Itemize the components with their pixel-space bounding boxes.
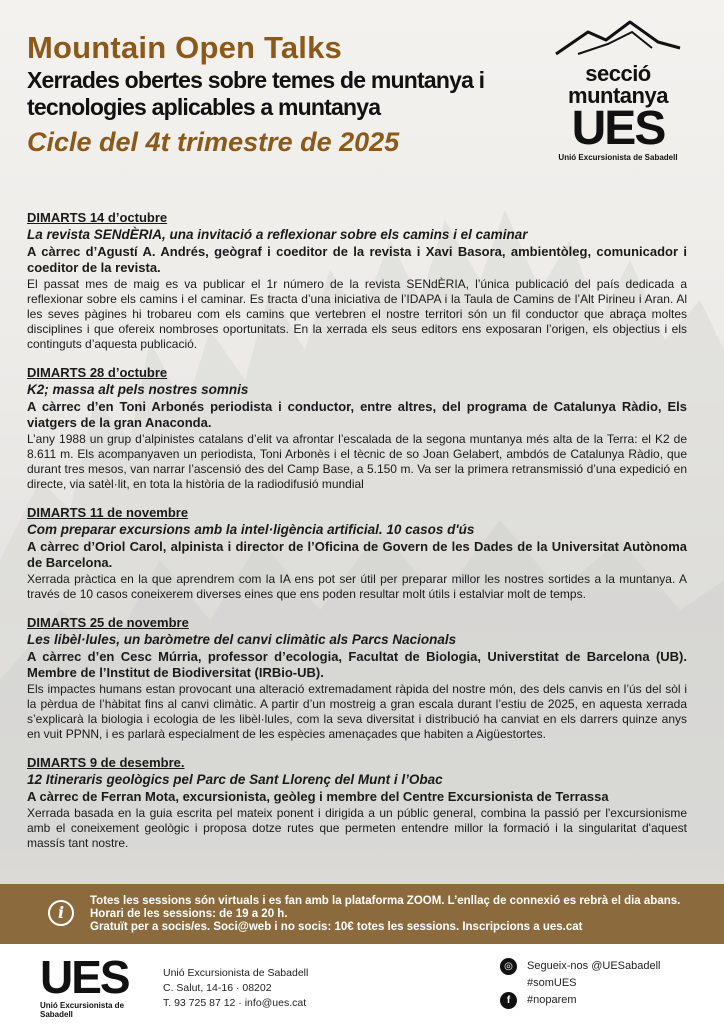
event-date: DIMARTS 14 d’octubre <box>27 210 168 225</box>
info-banner <box>0 884 724 944</box>
footer-logo <box>40 951 150 1019</box>
info-line-virtual: Totes les sessions són virtuals i es fan amb la plataforma ZOOM. L’enllaç de connexió es rebrà el dia abans. <box>90 895 681 907</box>
seccio-muntanya-logo <box>548 18 688 168</box>
page-title: Mountain Open Talks <box>27 30 342 65</box>
event-description: Xerrada pràctica en la que aprendrem com la IA ens pot ser útil per preparar millor les nostres sortides a la muntanya. A través de 10 casos coneixerem diverses eines que ens poden resultar molt útils i estalviar molt de temps. <box>27 572 687 601</box>
event-description: L’any 1988 un grup d’alpinistes catalans d’elit va afrontar l’escalada de la segona muntanya més alta de la Terra: el K2 de 8.611 m. Els acompanyaven un periodista, Toni Arbonès i el tècnic de so Joan Gelabert, ambdós de Catalunya Ràdio, que durant tres mesos, van narrar l’ascensió des del Camp Base, a 5.150 m. Va ser la primera retransmissió d’una expedició en directe, via satèl·lit, en tota la història de la radiodifusió mundial <box>27 432 687 491</box>
event-speaker: A càrrec de Ferran Mota, excursionista, geòleg i membre del Centre Excursionista de Terrassa <box>27 789 609 804</box>
info-text <box>90 895 710 934</box>
event-description: El passat mes de maig es va publicar el 1r número de la revista SENdÈRIA, l’única publicació del país dedicada a reflexionar sobre els camins i el caminar. Es tracta d’una iniciativa de l’IDAPA i la Taula de Camins de l’Alt Pirineu i Aran. Al les seves pàgines hi trobareu com els camins que vertebren el nostre territori són un fil conductor que abraça moltes disciplines i que ofereix nombroses oportunitats. En la xerrada els seus editors ens exposaran l’origen, els objectius i els continguts d’aquesta publicació. <box>27 277 687 351</box>
social-instagram[interactable]: Segueix-nos @UESabadell <box>527 960 661 972</box>
event-date: DIMARTS 25 de novembre <box>27 615 189 630</box>
info-icon: i <box>48 900 74 926</box>
logo-brand: UES <box>571 102 665 155</box>
event-5 <box>27 755 687 851</box>
header <box>27 30 497 159</box>
events-list <box>27 210 687 864</box>
event-date: DIMARTS 11 de novembre <box>27 505 189 520</box>
facebook-icon[interactable]: f <box>500 992 517 1009</box>
event-date: DIMARTS 9 de desembre. <box>27 755 185 770</box>
event-1 <box>27 210 687 352</box>
mountain-logo-icon <box>548 18 688 58</box>
event-4 <box>27 615 687 742</box>
instagram-icon[interactable]: ◎ <box>500 958 517 975</box>
event-3 <box>27 505 687 602</box>
event-title: La revista SENdÈRIA, una invitació a reflexionar sobre els camins i el caminar <box>27 227 528 242</box>
event-title: K2; massa alt pels nostres somnis <box>27 382 249 397</box>
event-title: 12 Itineraris geològics pel Parc de Sant Llorenç del Munt i l’Obac <box>27 772 443 787</box>
footer-social <box>500 958 660 1009</box>
address-street: C. Salut, 14-16 · 08202 <box>163 982 272 994</box>
footer-address <box>163 966 308 1011</box>
logo-org: Unió Excursionista de Sabadell <box>558 153 678 162</box>
logo-line-2: muntanya <box>568 83 668 108</box>
event-speaker: A càrrec d’Oriol Carol, alpinista i director de l’Oficina de Govern de les Dades de la Universitat Autònoma de Barcelona. <box>27 539 687 570</box>
event-speaker: A càrrec d’Agustí A. Andrés, geògraf i coeditor de la revista i Xavi Basora, ambientòleg, comunicador i coeditor de la revista. <box>27 244 687 275</box>
cycle-title: Cicle del 4t trimestre de 2025 <box>27 127 400 157</box>
social-hashtag-somues: #somUES <box>527 977 577 989</box>
footer <box>0 944 724 1024</box>
event-speaker: A càrrec d’en Toni Arbonés periodista i conductor, entre altres, del programa de Catalunya Ràdio, Els viatgers de la gran Anaconda. <box>27 399 687 430</box>
social-hashtag-noparem: #noparem <box>527 994 577 1006</box>
event-title: Com preparar excursions amb la intel·ligència artificial. 10 casos d'ús <box>27 522 475 537</box>
event-2 <box>27 365 687 492</box>
address-contact[interactable]: T. 93 725 87 12 · info@ues.cat <box>163 997 307 1009</box>
event-description: Xerrada basada en la guia escrita pel mateix ponent i dirigida a un públic general, combina la passió per l'excursionisme amb el coneixement geològic i proposa dotze rutes que permeten entendre millor la formació i la singularitat d'aquest massís tant nostre. <box>27 806 687 850</box>
info-line-pricing: Gratuït per a socis/es. Soci@web i no socis: 10€ totes les sessions. Inscripcions a ues.cat <box>90 921 583 933</box>
page-subtitle: Xerrades obertes sobre temes de muntanya i tecnologies aplicables a muntanya <box>27 67 485 120</box>
footer-brand: UES <box>40 951 129 1003</box>
info-line-schedule: Horari de les sessions: de 19 a 20 h. <box>90 908 288 920</box>
address-name: Unió Excursionista de Sabadell <box>163 967 309 979</box>
footer-org: Unió Excursionista de Sabadell <box>40 1001 125 1019</box>
event-description: Els impactes humans estan provocant una alteració extremadament ràpida del nostre món, des dels canvis en l’ús del sòl i la pèrdua de l’hàbitat fins al canvi climàtic. A partir d’un mostreig a gran escala durant l’estiu de 2025, en aquesta xerrada s’explicarà la biologia i ecologia de les libèl·lules, com la seva diversitat i distribució ha canviat en els darrers quinze anys en vuit PPNN, i es parlarà especialment de les espècies amenaçades que habiten a Aigüestortes. <box>27 682 687 741</box>
event-speaker: A càrrec d’en Cesc Múrria, professor d’ecologia, Facultat de Biologia, Universtitat de Barcelona (UB). Membre de l’Institut de Biodiversitat (IRBio-UB). <box>27 649 687 680</box>
logo-line-1: secció <box>585 61 651 86</box>
event-title: Les libèl·lules, un baròmetre del canvi climàtic als Parcs Nacionals <box>27 632 457 647</box>
event-date: DIMARTS 28 d’octubre <box>27 365 168 380</box>
